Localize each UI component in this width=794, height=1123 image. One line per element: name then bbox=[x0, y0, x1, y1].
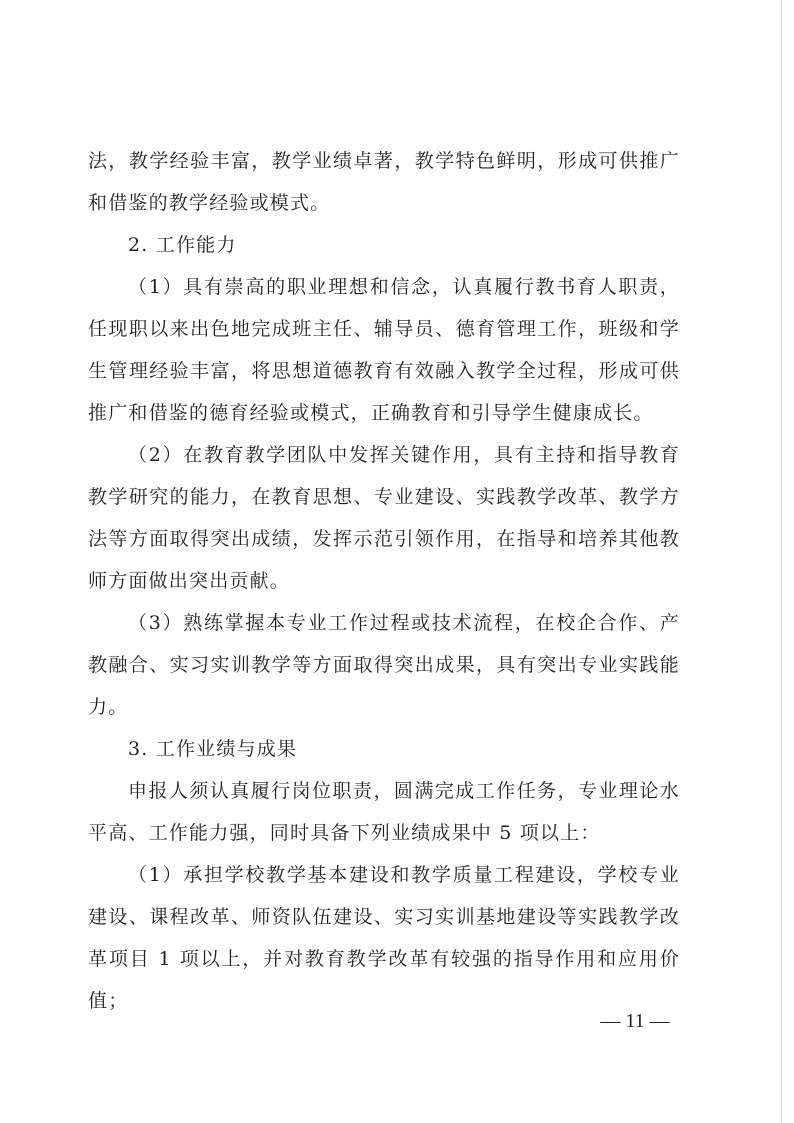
page-edge-line bbox=[781, 0, 782, 1123]
paragraph-achievements-intro: 申报人须认真履行岗位职责，圆满完成工作任务，专业理论水平高、工作能力强，同时具备下列业绩成果中 5 项以上： bbox=[88, 780, 680, 844]
paragraph-ability-1: （1）具有崇高的职业理想和信念，认真履行教书育人职责，任现职以来出色地完成班主任、辅导员、德育管理工作，班级和学生管理经验丰富，将思想道德教育有效融入教学全过程，形成可供推广和借鉴的德育经验或模式，正确教育和引导学生健康成长。 bbox=[88, 276, 680, 424]
page-number: — 11 — bbox=[600, 1010, 670, 1032]
document-body bbox=[88, 140, 680, 1022]
paragraph-ability-3: （3）熟练掌握本专业工作过程或技术流程，在校企合作、产教融合、实习实训教学等方面取得突出成果，具有突出专业实践能力。 bbox=[88, 612, 680, 718]
section-heading-achievements: 3. 工作业绩与成果 bbox=[128, 738, 298, 760]
paragraph-continuation: 法，教学经验丰富，教学业绩卓著，教学特色鲜明，形成可供推广和借鉴的教学经验或模式。 bbox=[88, 150, 680, 214]
section-heading-work-ability: 2. 工作能力 bbox=[128, 234, 237, 256]
paragraph-achievement-1: （1）承担学校教学基本建设和教学质量工程建设，学校专业建设、课程改革、师资队伍建设、实习实训基地建设等实践教学改革项目 1 项以上，并对教育教学改革有较强的指导作用和应用价值； bbox=[88, 864, 680, 1012]
paragraph-ability-2: （2）在教育教学团队中发挥关键作用，具有主持和指导教育教学研究的能力，在教育思想、专业建设、实践教学改革、教学方法等方面取得突出成绩，发挥示范引领作用，在指导和培养其他教师方面做出突出贡献。 bbox=[88, 444, 680, 592]
